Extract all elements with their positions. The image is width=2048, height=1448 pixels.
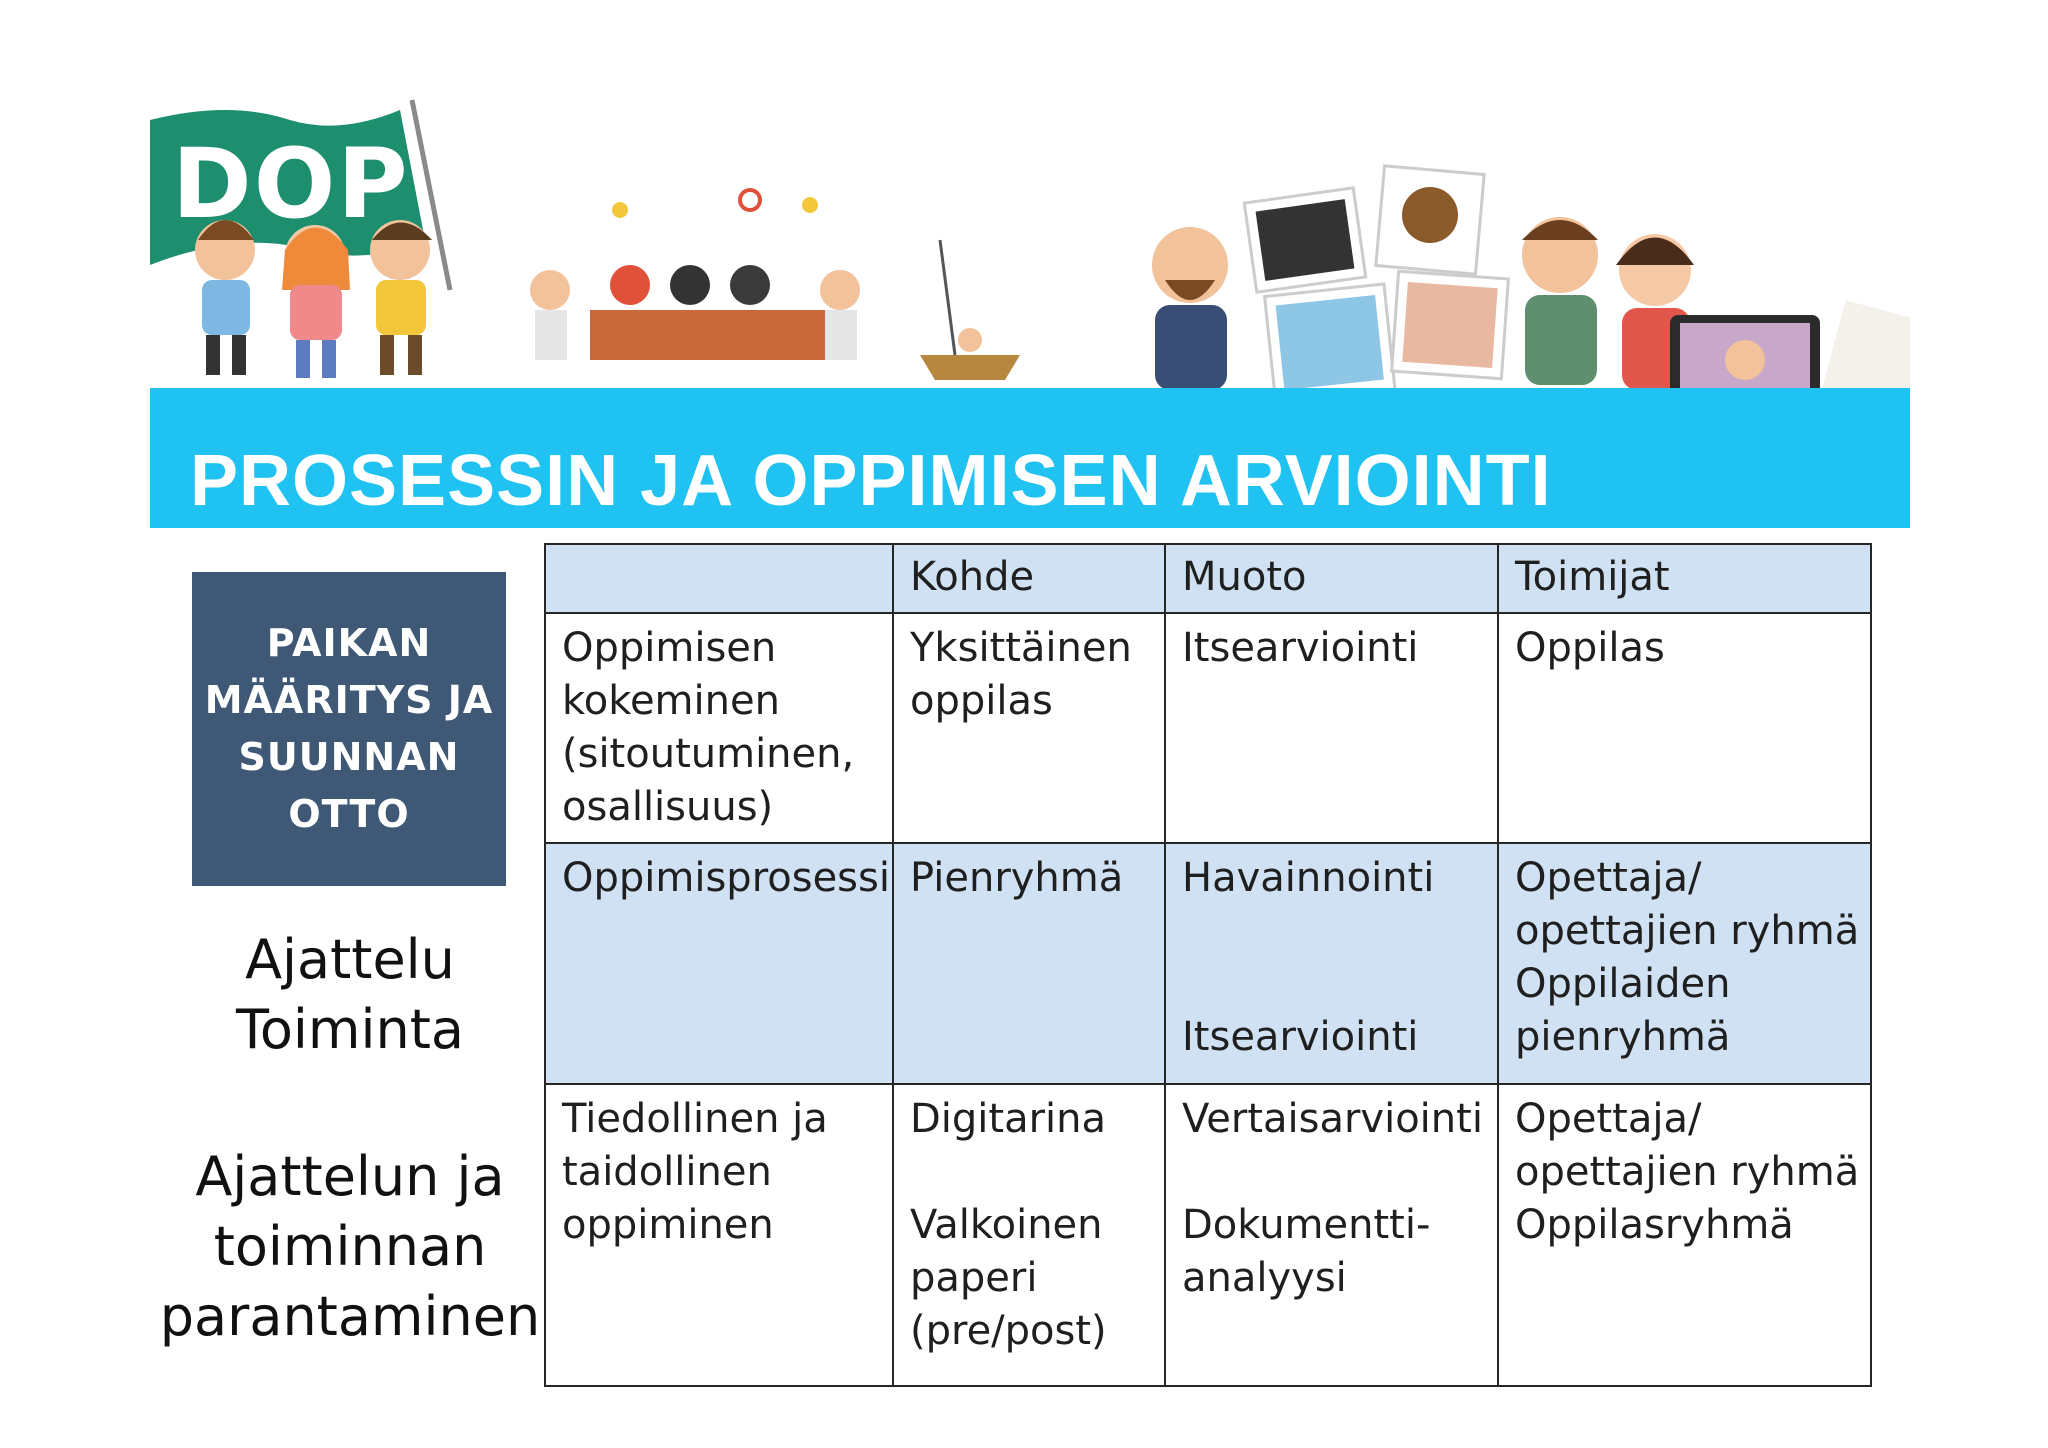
cell-line: Havainnointi (1182, 855, 1435, 901)
table-cell (545, 843, 893, 1084)
cell-line: Yksittäinen (910, 625, 1132, 671)
header-cell-muoto: Muoto (1165, 544, 1498, 613)
cell-line: Tiedollinen ja (562, 1096, 828, 1142)
phase-box-text (205, 615, 494, 843)
side-label-line: Ajattelun ja (195, 1145, 505, 1208)
cell-line (1182, 958, 1481, 1011)
header-cell-toimijat: Toimijat (1498, 544, 1871, 613)
table-cell (1498, 843, 1871, 1084)
table-cell (893, 843, 1165, 1084)
phase-box (192, 572, 506, 886)
cell-line: Itsearviointi (1182, 625, 1419, 671)
table-cell (1165, 1084, 1498, 1386)
cell-line: pienryhmä (1515, 1014, 1731, 1060)
cell-line: osallisuus) (562, 784, 774, 830)
table-cell (893, 613, 1165, 843)
cell-line: Opettaja/ (1515, 855, 1702, 901)
dop-logo-text: DOP (172, 128, 410, 240)
cell-line: Opettaja/ (1515, 1096, 1702, 1142)
assessment-table (544, 543, 1872, 1387)
table-row (545, 1084, 1871, 1386)
cell-line: Oppilaiden (1515, 961, 1731, 1007)
tablet-video-icon (1670, 300, 1910, 390)
table-cell (1165, 843, 1498, 1084)
header-cell (545, 544, 893, 613)
cell-line: Dokumentti- (1182, 1202, 1431, 1248)
cell-line: opettajien ryhmä (1515, 908, 1860, 954)
header-cell-kohde: Kohde (893, 544, 1165, 613)
cell-line: (sitoutuminen, (562, 731, 855, 777)
cell-line: Oppilas (1515, 625, 1665, 671)
side-label-line: Ajattelu (245, 928, 455, 991)
cell-line: taidollinen (562, 1149, 772, 1195)
cell-line: (pre/post) (910, 1308, 1107, 1354)
side-label-thinking-action (150, 925, 550, 1065)
cell-line: Valkoinen (910, 1202, 1103, 1248)
phase-line: MÄÄRITYS JA (204, 678, 494, 722)
table-cell (1165, 613, 1498, 843)
cell-line: opettajien ryhmä (1515, 1149, 1860, 1195)
side-label-line: parantaminen (159, 1285, 541, 1348)
phase-line: SUUNNAN (238, 735, 460, 779)
side-label-line: toiminnan (213, 1215, 487, 1278)
cell-line (1182, 1146, 1481, 1199)
table-cell (1498, 1084, 1871, 1386)
table-header-row (545, 544, 1871, 613)
cell-line: oppiminen (562, 1202, 774, 1248)
table-cell (545, 613, 893, 843)
table-row (545, 843, 1871, 1084)
cell-line: Oppimisen (562, 625, 777, 671)
table-row (545, 613, 1871, 843)
fishing-boat-icon (920, 240, 1020, 380)
side-label-improvement (150, 1142, 550, 1352)
teachers-photos-icon (1152, 166, 1694, 390)
cell-line: analyysi (1182, 1255, 1347, 1301)
side-label-line: Toiminta (236, 998, 464, 1061)
cell-line: Itsearviointi (1182, 1014, 1419, 1060)
cell-line: oppilas (910, 678, 1053, 724)
table-cell (545, 1084, 893, 1386)
table-cell (1498, 613, 1871, 843)
cell-line: Pienryhmä (910, 855, 1124, 901)
cell-line: paperi (910, 1255, 1038, 1301)
cell-line: Oppimisprosessi (562, 855, 890, 901)
page-title: PROSESSIN JA OPPIMISEN ARVIOINTI (190, 441, 1552, 521)
meeting-table-icon (530, 190, 860, 360)
table-cell (893, 1084, 1165, 1386)
cell-line (1182, 905, 1481, 958)
phase-line: OTTO (288, 792, 410, 836)
phase-line: PAIKAN (266, 621, 432, 665)
banner-illustration (150, 90, 1910, 390)
cell-line (910, 1146, 1148, 1199)
cell-line: kokeminen (562, 678, 780, 724)
cell-line: Oppilasryhmä (1515, 1202, 1794, 1248)
cell-line: Vertaisarviointi (1182, 1096, 1483, 1142)
cell-line: Digitarina (910, 1096, 1107, 1142)
